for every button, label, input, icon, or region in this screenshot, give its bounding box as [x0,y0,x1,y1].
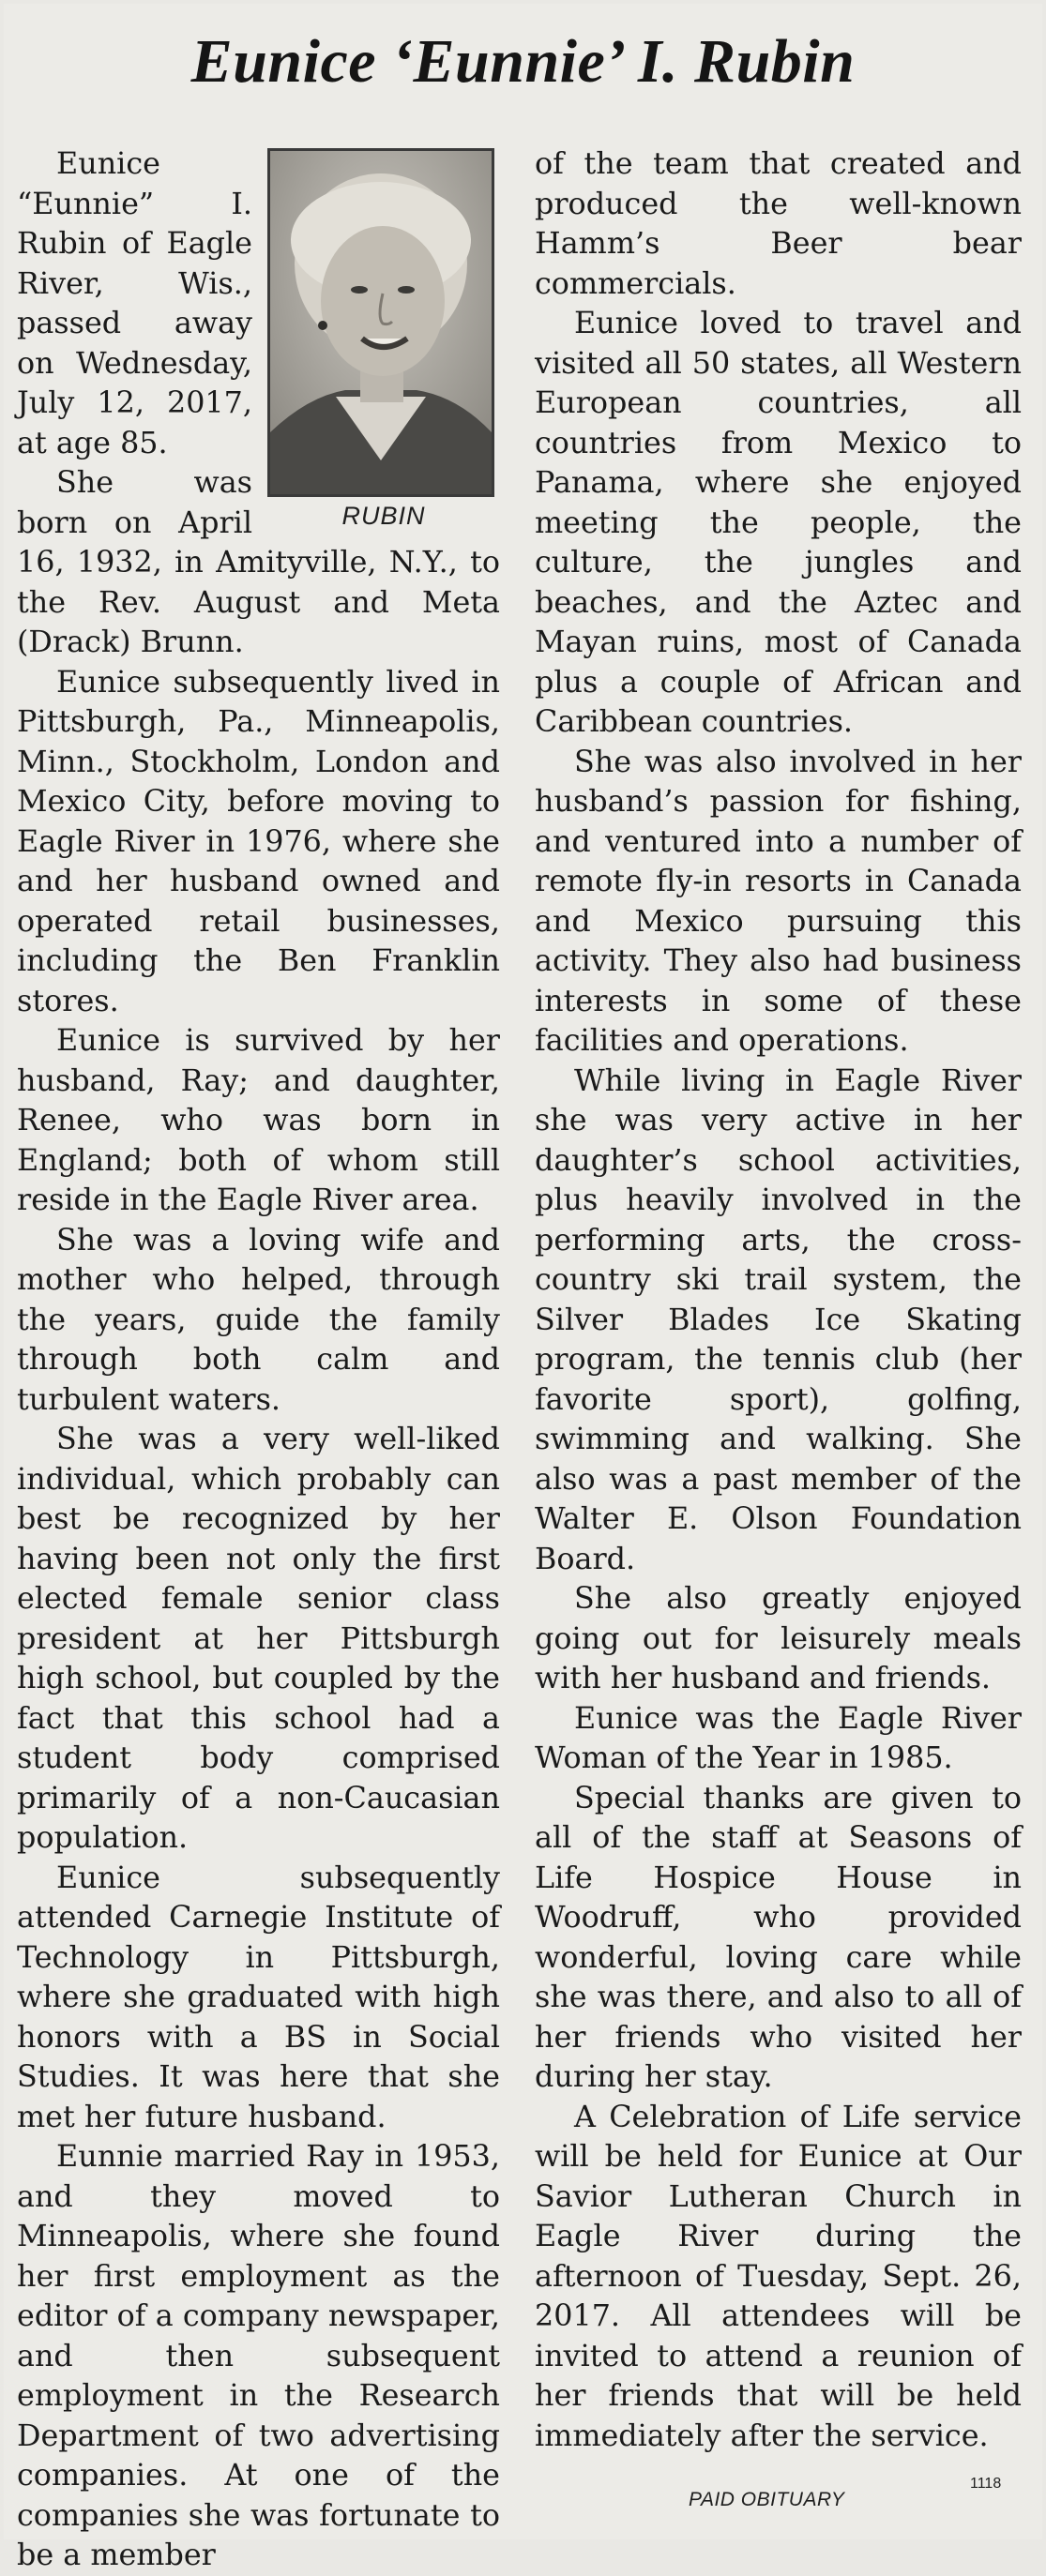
ad-code: 1118 [970,2476,1002,2492]
portrait-photo [267,148,494,497]
paragraph: Eunice loved to travel and visited all 50 states, all Western European countries, all countries from Mexico to Panama, where she enjoyed meeting the people, the culture, the jungles and beaches, and the Aztec and Mayan ruins, most of Canada plus a couple of African and Caribbean countries. [535,306,1022,739]
left-column [17,144,500,2576]
paragraph: A Celebration of Life service will be held for Eunice at Our Savior Lutheran Church in Eagle River during the afternoon of Tuesday, Sept. 26, 2017. All attendees will be invited to attend a reunion of her friends that will be held immediately after the service. [535,2099,1022,2453]
portrait-block [267,148,500,533]
paragraph: She was a very well-liked individual, which probably can best be recognized by her having been not only the first elected female senior class president at her Pittsburgh high school, but coupled by the fact that this school had a student body comprised primarily of a non-Caucasian population. [17,1422,500,1855]
paragraph: While living in Eagle River she was very active in her daughter’s school activities, plus heavily involved in the performing arts, the cross-country ski trail system, the Silver Blades Ice Skating program, the tennis club (her favorite sport), golfing, swimming and walking. She also was a past member of the Walter E. Olson Foundation Board. [535,1062,1022,1576]
portrait-image [270,151,492,494]
paragraph: Eunice subsequently lived in Pittsburgh, Pa., Minneapolis, Minn., Stockholm, London and Mexico City, before moving to Eagle River in 1976, where she and her husband owned and operated retail businesses, including the Ben Franklin stores. [17,664,500,1018]
paragraph: Special thanks are given to all of the staff at Seasons of Life Hospice House in Woodruff, who provided wonderful, loving care while she was there, and also to all of her friends who visited her during her stay. [535,1780,1022,2094]
obituary-clipping [4,4,1042,2572]
paragraph: Eunnie married Ray in 1953, and they moved to Minneapolis, where she found her first employment as the editor of a company newspaper, and then subsequent employment in the Research Department of two advertising companies. At one of the companies she was fortunate to be a member [17,2139,500,2572]
photo-caption: RUBIN [341,502,426,530]
paragraph: She was also involved in her husband’s passion for fishing, and ventured into a number of remote fly-in resorts in Canada and Mexico pursuing this activity. They also had business interests in some of these facilities and operations. [535,744,1022,1058]
paragraph: Eunice subsequently attended Carnegie Institute of Technology in Pittsburgh, where she graduated with high honors with a BS in Social Studies. It was here that she met her future husband. [17,1860,500,2134]
paragraph: Eunice is survived by her husband, Ray; and daughter, Renee, who was born in England; both of whom still reside in the Eagle River area. [17,1023,500,1217]
paragraph: of the team that created and produced the well-known Hamm’s Beer bear commercials. [535,146,1022,301]
paragraph: She was born on April 16, 1932, in Amityville, N.Y., to the Rev. August and Meta (Drack) Brunn. [17,465,500,659]
right-column [535,144,1022,2456]
obituary-headline: Eunice ‘Eunnie’ I. Rubin [190,27,856,96]
paragraph: She was a loving wife and mother who helped, through the years, guide the family through both calm and turbulent waters. [17,1222,500,1417]
paragraph: She also greatly enjoyed going out for leisurely meals with her husband and friends. [535,1581,1022,1695]
paragraph: Eunice was the Eagle River Woman of the Year in 1985. [535,1700,1022,1775]
paid-obituary-label: PAID OBITUARY [689,2489,845,2510]
paragraph: Eunice “Eunnie” I. Rubin of Eagle River, Wis., passed away on Wednesday, July 12, 2017, at age 85. [17,146,252,460]
